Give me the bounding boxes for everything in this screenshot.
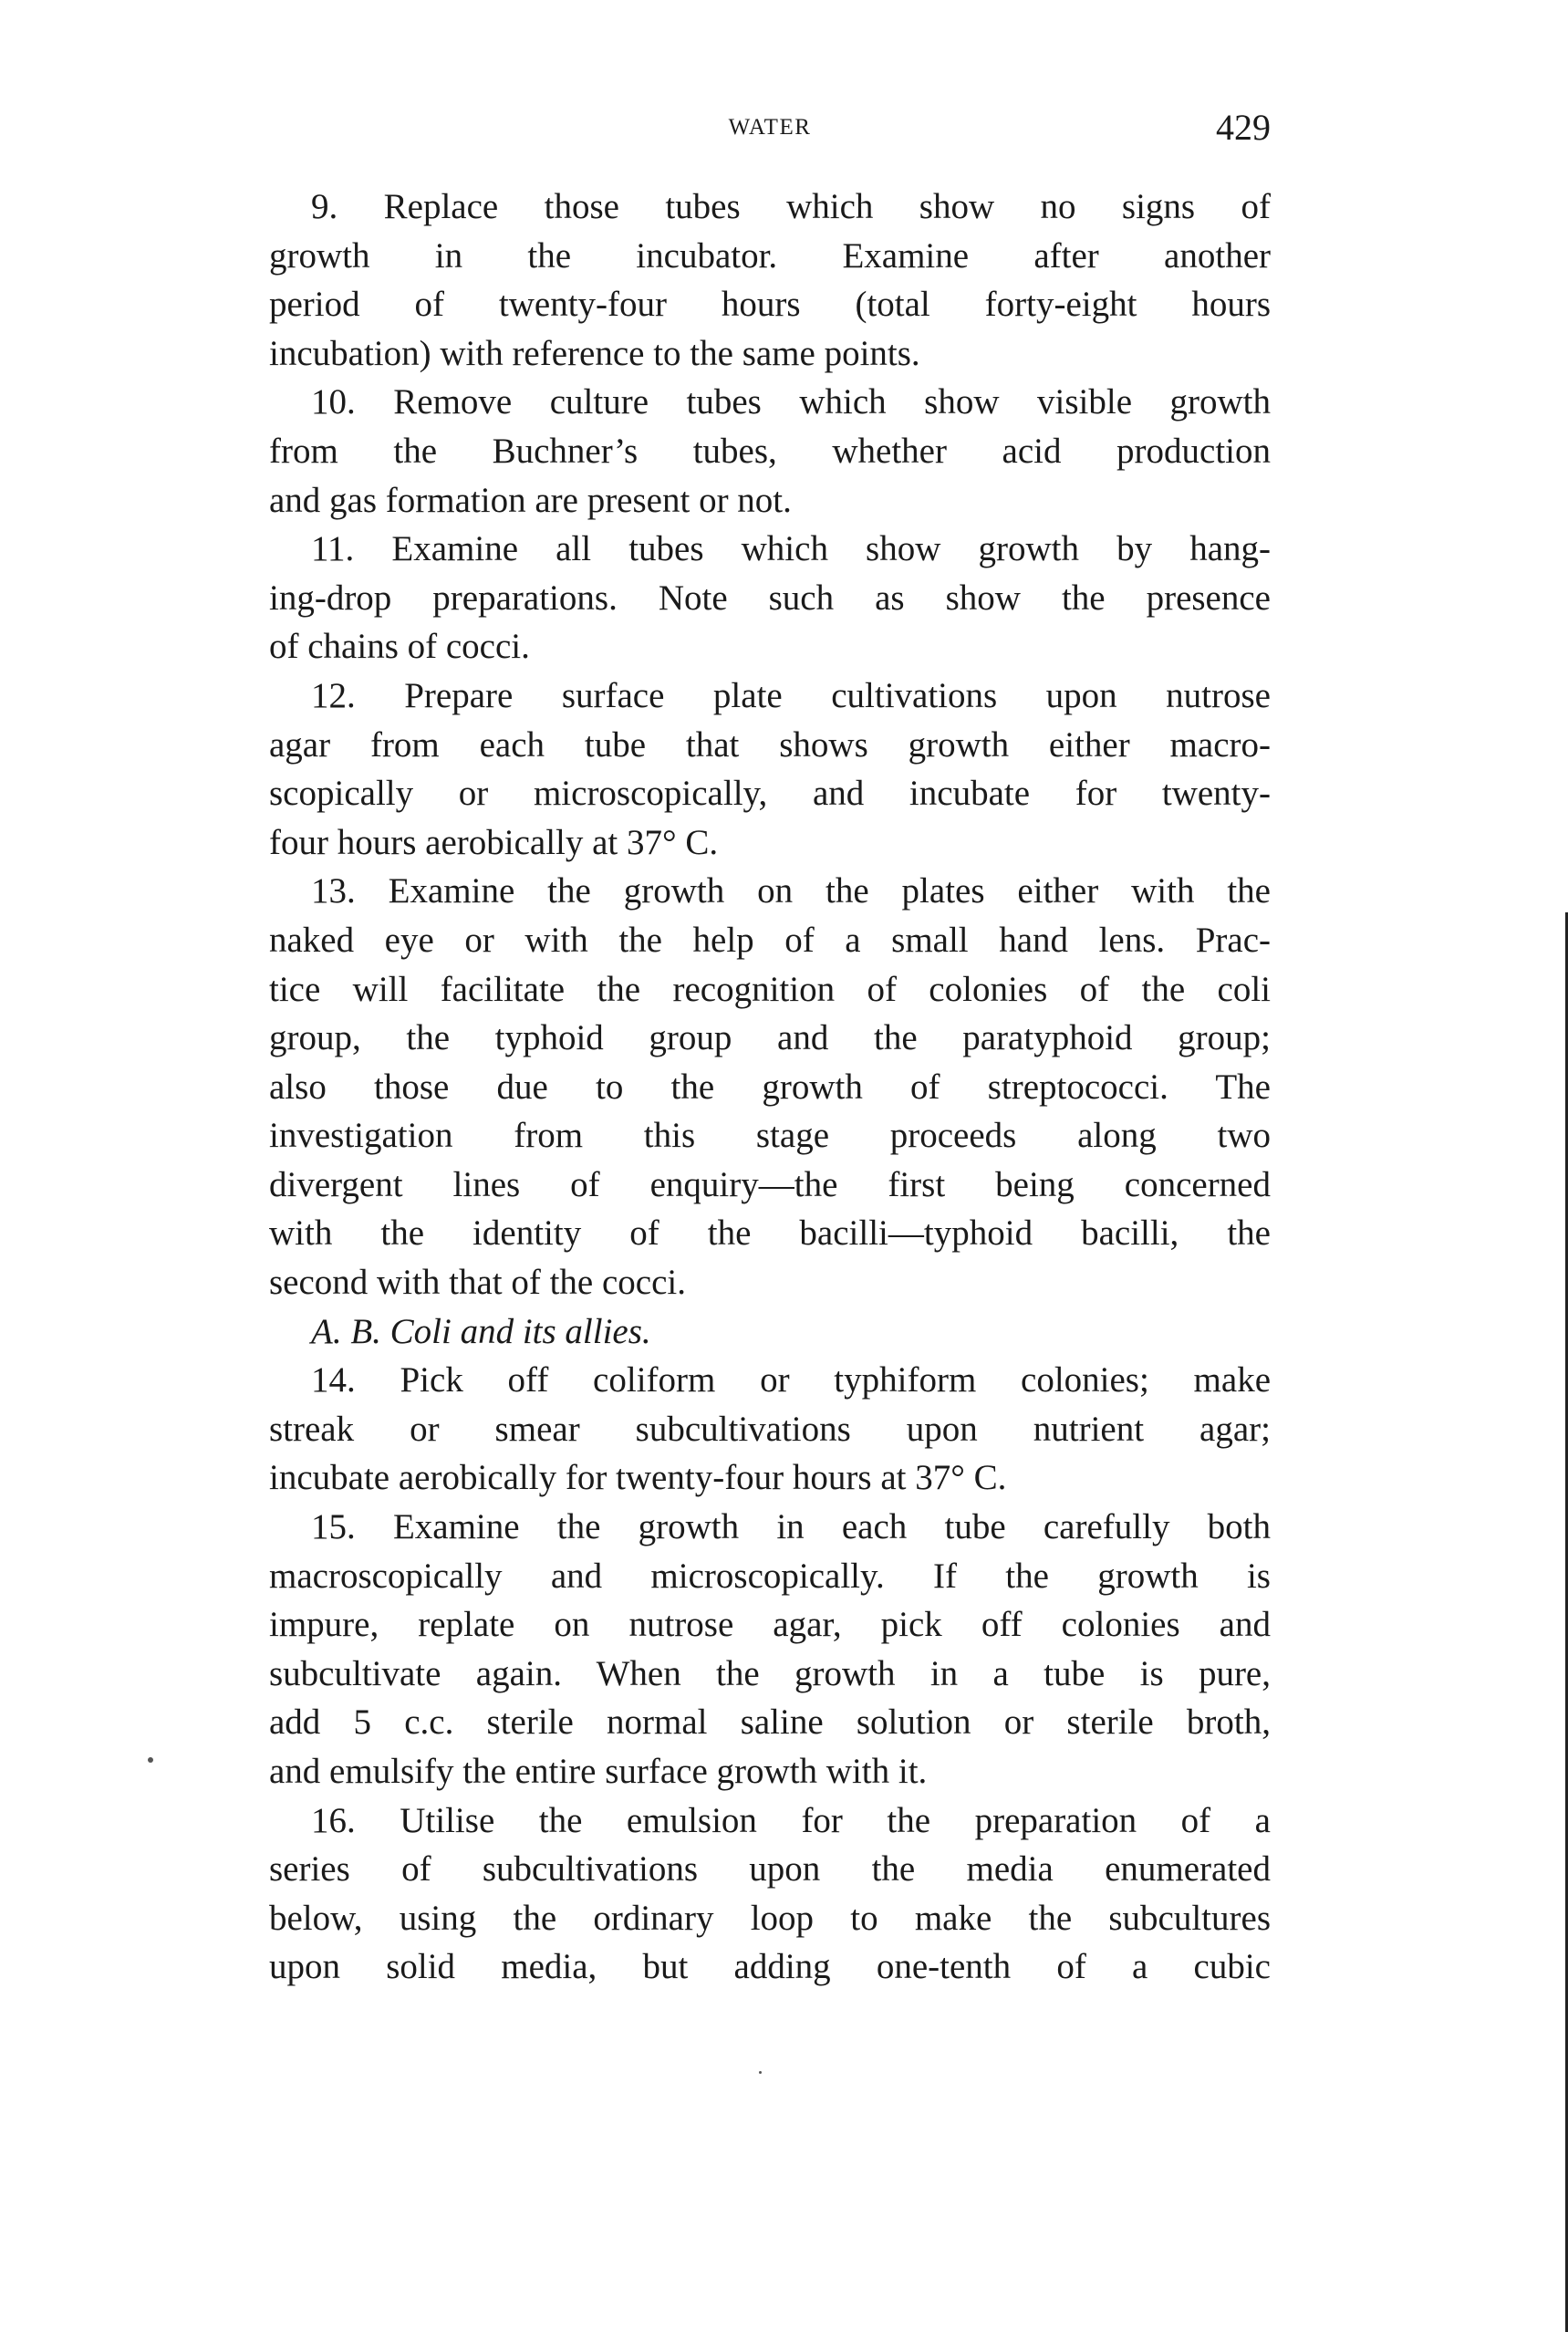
text-line: streak or smear subcultivations upon nutrient agar; bbox=[269, 1409, 1271, 1449]
text-line: 16. Utilise the emulsion for the preparation of a bbox=[311, 1800, 1271, 1840]
running-head bbox=[269, 106, 1271, 151]
paragraph bbox=[269, 1356, 1271, 1503]
text-line: group, the typhoid group and the paratyphoid group; bbox=[269, 1018, 1271, 1058]
text-line: 15. Examine the growth in each tube carefully both bbox=[311, 1507, 1271, 1547]
paragraph bbox=[269, 525, 1271, 671]
text-line: A. B. Coli and its allies. bbox=[311, 1311, 651, 1351]
text-line: also those due to the growth of streptococci. The bbox=[269, 1067, 1271, 1107]
text-line: series of subcultivations upon the media enumerated bbox=[269, 1849, 1271, 1890]
paragraph bbox=[269, 1307, 1271, 1357]
paragraph bbox=[269, 1796, 1271, 1992]
text-line: macroscopically and microscopically. If the growth is bbox=[269, 1556, 1271, 1596]
text-line: growth in the incubator. Examine after another bbox=[269, 235, 1271, 276]
text-line: subcultivate again. When the growth in a tube is pure, bbox=[269, 1653, 1271, 1693]
text-line: from the Buchner’s tubes, whether acid production bbox=[269, 431, 1271, 471]
paragraph bbox=[269, 378, 1271, 525]
text-line: add 5 c.c. sterile normal saline solution or sterile broth, bbox=[269, 1702, 1271, 1743]
text-line: tice will facilitate the recognition of colonies of the coli bbox=[269, 969, 1271, 1009]
text-line: 10. Remove culture tubes which show visible growth bbox=[311, 382, 1271, 422]
text-line: agar from each tube that shows growth either macro- bbox=[269, 724, 1271, 765]
text-line: divergent lines of enquiry—the first being concerned bbox=[269, 1164, 1271, 1204]
scan-speck bbox=[148, 1757, 153, 1763]
text-line: scopically or microscopically, and incubate for twenty- bbox=[269, 774, 1271, 814]
page-body bbox=[269, 182, 1271, 1992]
page-number: 429 bbox=[1216, 107, 1271, 148]
text-line: incubate aerobically for twenty-four hours at 37° C. bbox=[269, 1458, 1007, 1498]
text-line: four hours aerobically at 37° C. bbox=[269, 822, 719, 862]
text-line: naked eye or with the help of a small hand lens. Prac- bbox=[269, 920, 1271, 960]
paragraph bbox=[269, 867, 1271, 1307]
text-line: investigation from this stage proceeds along two bbox=[269, 1116, 1271, 1156]
text-line: upon solid media, but adding one-tenth of a cubic bbox=[269, 1947, 1271, 1987]
text-line: 12. Prepare surface plate cultivations upon nutrose bbox=[311, 675, 1271, 715]
running-head-title: WATER bbox=[728, 115, 812, 140]
text-line: second with that of the cocci. bbox=[269, 1263, 687, 1303]
paragraph bbox=[269, 671, 1271, 867]
paragraph bbox=[269, 1503, 1271, 1796]
text-line: ing-drop preparations. Note such as show the presence bbox=[269, 578, 1271, 618]
text-line: 11. Examine all tubes which show growth by hang- bbox=[311, 529, 1271, 569]
text-line: incubation) with reference to the same points. bbox=[269, 333, 920, 373]
text-line: period of twenty-four hours (total forty-eight hours bbox=[269, 285, 1271, 325]
scan-speck bbox=[759, 2071, 762, 2074]
text-line: of chains of cocci. bbox=[269, 627, 530, 667]
text-line: 14. Pick off coliform or typhiform colonies; make bbox=[311, 1360, 1271, 1400]
text-line: impure, replate on nutrose agar, pick off colonies and bbox=[269, 1605, 1271, 1645]
text-line: below, using the ordinary loop to make the subcultures bbox=[269, 1898, 1271, 1938]
text-line: and emulsify the entire surface growth with it. bbox=[269, 1752, 928, 1791]
text-line: 13. Examine the growth on the plates either with the bbox=[311, 871, 1271, 911]
paragraph bbox=[269, 182, 1271, 378]
text-line: with the identity of the bacilli—typhoid bacilli, the bbox=[269, 1213, 1271, 1254]
text-line: and gas formation are present or not. bbox=[269, 480, 792, 520]
text-line: 9. Replace those tubes which show no signs of bbox=[311, 187, 1271, 226]
